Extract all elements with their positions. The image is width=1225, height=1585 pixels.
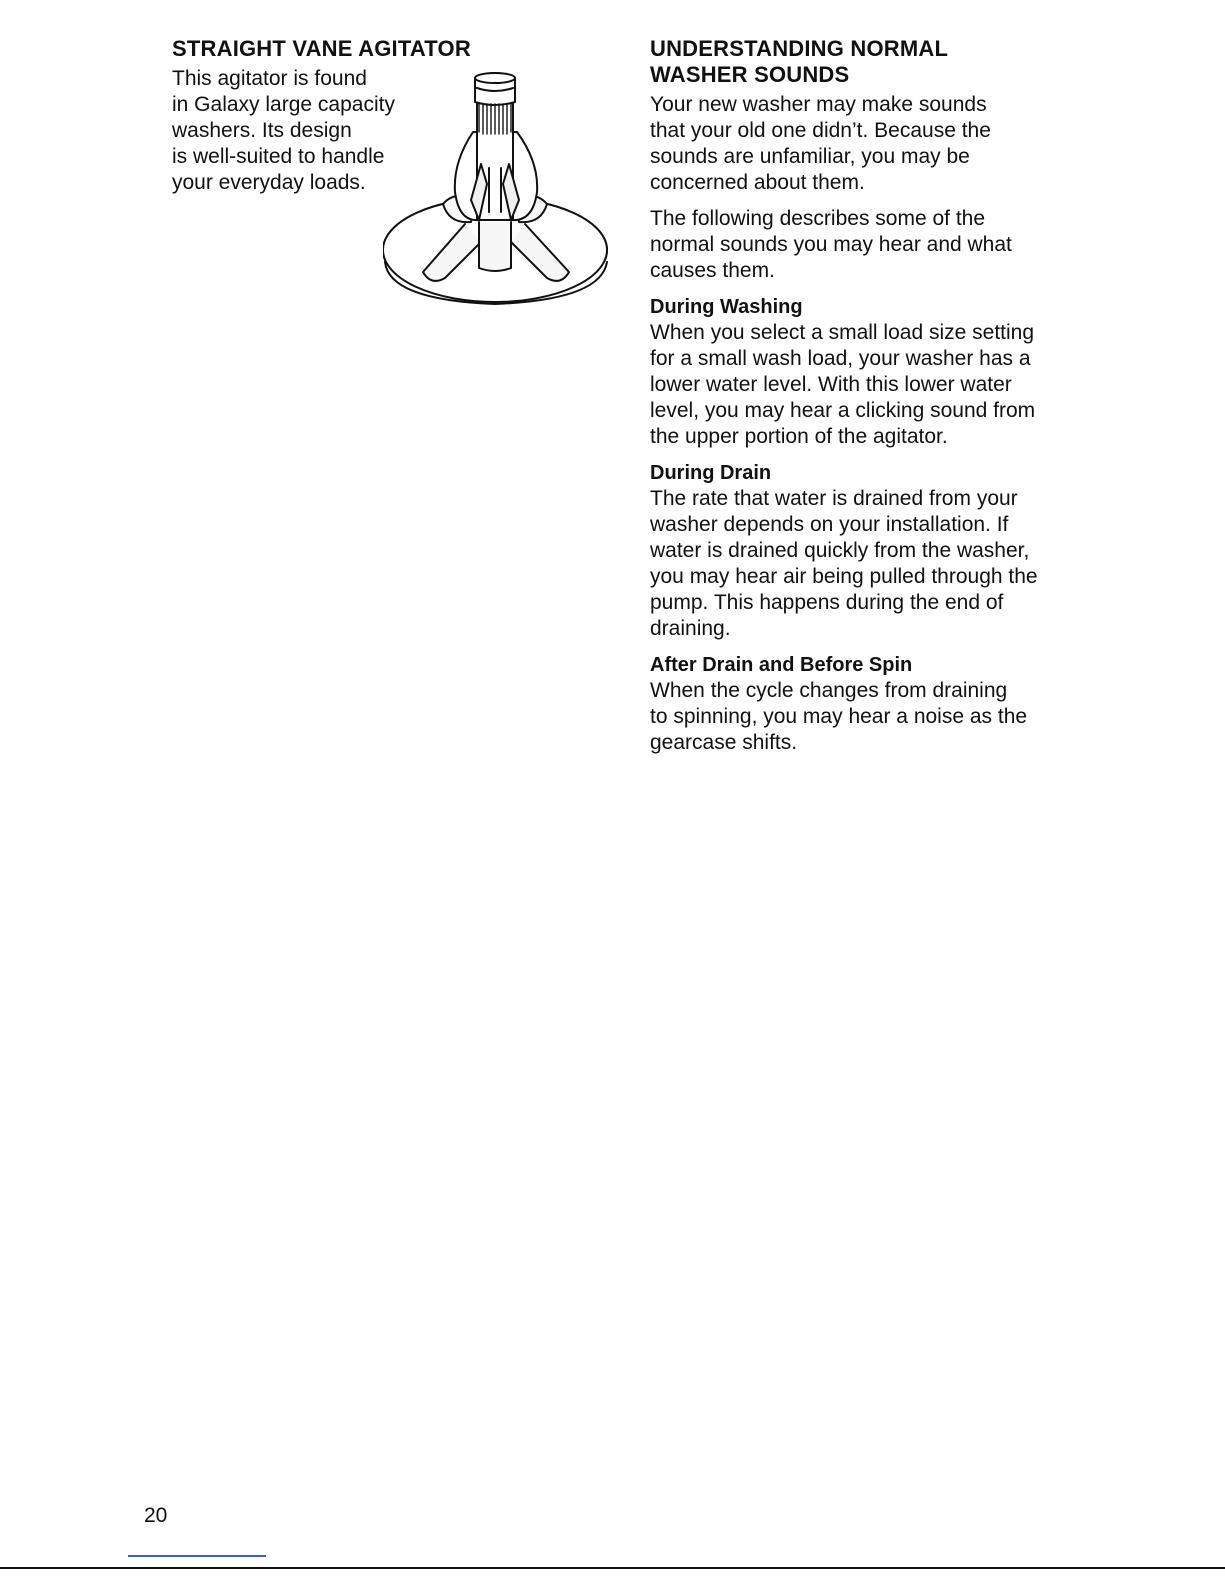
section-heading: During Washing — [650, 296, 803, 318]
agitator-line: washers. Its design — [172, 119, 352, 142]
sounds-heading — [650, 36, 1090, 88]
body-line: When the cycle changes from draining — [650, 679, 1008, 702]
body-line: washer depends on your installation. If — [650, 513, 1009, 536]
body-line: The rate that water is drained from your — [650, 487, 1018, 510]
agitator-heading: STRAIGHT VANE AGITATOR — [172, 36, 471, 61]
section-during-drain — [650, 460, 1090, 642]
agitator-line: is well-suited to handle — [172, 145, 385, 168]
body-line: draining. — [650, 617, 731, 640]
body-line: lower water level. With this lower water — [650, 373, 1012, 396]
sounds-heading-line: WASHER SOUNDS — [650, 62, 850, 87]
body-line: concerned about them. — [650, 171, 865, 194]
section-heading: During Drain — [650, 462, 772, 484]
footer-accent-line — [128, 1555, 266, 1557]
body-line: causes them. — [650, 259, 775, 282]
sounds-description-paragraph — [650, 206, 1090, 284]
body-line: gearcase shifts. — [650, 731, 798, 754]
section-after-drain — [650, 652, 1090, 756]
body-line: that your old one didn’t. Because the — [650, 119, 991, 142]
agitator-line: This agitator is found — [172, 67, 367, 90]
agitator-illustration-icon — [383, 72, 615, 308]
body-line: When you select a small load size setting — [650, 321, 1035, 344]
footer-divider — [0, 1567, 1225, 1569]
body-line: for a small wash load, your washer has a — [650, 347, 1031, 370]
section-during-washing — [650, 294, 1090, 450]
agitator-line: in Galaxy large capacity — [172, 93, 395, 116]
right-column — [650, 36, 1090, 766]
sounds-heading-line: UNDERSTANDING NORMAL — [650, 36, 949, 61]
body-line: water is drained quickly from the washer, — [650, 539, 1030, 562]
body-line: Your new washer may make sounds — [650, 93, 987, 116]
body-line: level, you may hear a clicking sound from — [650, 399, 1036, 422]
body-line: the upper portion of the agitator. — [650, 425, 948, 448]
sounds-intro-paragraph — [650, 92, 1090, 196]
body-line: pump. This happens during the end of — [650, 591, 1004, 614]
body-line: normal sounds you may hear and what — [650, 233, 1012, 256]
body-line: sounds are unfamiliar, you may be — [650, 145, 970, 168]
agitator-line: your everyday loads. — [172, 171, 366, 194]
section-heading: After Drain and Before Spin — [650, 654, 913, 676]
body-line: to spinning, you may hear a noise as the — [650, 705, 1028, 728]
body-line: The following describes some of the — [650, 207, 986, 230]
body-line: you may hear air being pulled through the — [650, 565, 1038, 588]
page-number: 20 — [144, 1504, 168, 1527]
